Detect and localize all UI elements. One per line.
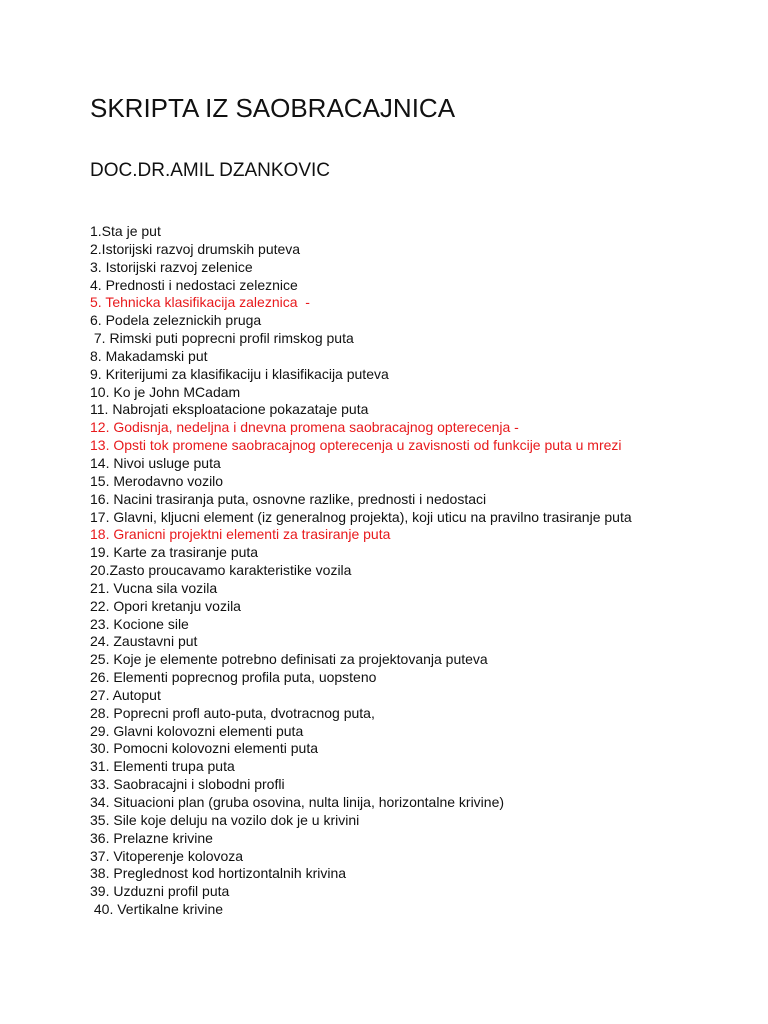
list-item: 14. Nivoi usluge puta: [90, 454, 221, 471]
list-item: 17. Glavni, kljucni element (iz generalnog projekta), koji uticu na pravilno trasiranje puta: [90, 508, 632, 525]
list-item: 6. Podela zeleznickih pruga: [90, 312, 262, 329]
document-author: DOC.DR.AMIL DZANKOVIC: [90, 160, 330, 181]
list-item: 25. Koje je elemente potrebno definisati za projektovanja puteva: [90, 651, 488, 668]
list-item-highlighted: 12. Godisnja, nedeljna i dnevna promena saobracajnog opterecenja -: [90, 419, 519, 436]
list-item-highlighted: 5. Tehnicka klasifikacija zaleznica -: [90, 294, 310, 311]
list-item: 7. Rimski puti poprecni profil rimskog puta: [90, 330, 354, 347]
list-item: 33. Saobracajni i slobodni profli: [90, 776, 285, 793]
list-item: 4. Prednosti i nedostaci zeleznice: [90, 276, 298, 293]
list-item: 36. Prelazne krivine: [90, 829, 213, 846]
list-item: 2.Istorijski razvoj drumskih puteva: [90, 240, 301, 257]
list-item: 29. Glavni kolovozni elementi puta: [90, 722, 304, 739]
list-item: 28. Poprecni profl auto-puta, dvotracnog puta,: [90, 704, 375, 721]
list-item: 8. Makadamski put: [90, 347, 208, 364]
list-item: 20.Zasto proucavamo karakteristike vozila: [90, 562, 352, 579]
list-item: 31. Elementi trupa puta: [90, 758, 235, 775]
list-item: 3. Istorijski razvoj zelenice: [90, 258, 253, 275]
list-item: 10. Ko je John MCadam: [90, 383, 241, 400]
document-title: SKRIPTA IZ SAOBRACAJNICA: [90, 93, 456, 123]
list-item: 9. Kriterijumi za klasifikaciju i klasifikacija puteva: [90, 365, 389, 382]
list-item: 15. Merodavno vozilo: [90, 472, 224, 489]
list-item: 16. Nacini trasiranja puta, osnovne razlike, prednosti i nedostaci: [90, 490, 487, 507]
list-item: 11. Nabrojati eksploatacione pokazataje puta: [90, 401, 369, 418]
list-item: 30. Pomocni kolovozni elementi puta: [90, 740, 319, 757]
list-item-highlighted: 18. Granicni projektni elementi za trasiranje puta: [90, 526, 391, 543]
list-item: 34. Situacioni plan (gruba osovina, nulta linija, horizontalne krivine): [90, 794, 505, 810]
list-item-highlighted: 13. Opsti tok promene saobracajnog opterecenja u zavisnosti od funkcije puta u mrezi: [90, 437, 622, 454]
list-item: 1.Sta je put: [90, 223, 161, 239]
list-item: 39. Uzduzni profil puta: [90, 883, 230, 900]
list-item: 21. Vucna sila vozila: [90, 579, 218, 596]
list-item: 38. Preglednost kod hortizontalnih krivina: [90, 865, 347, 882]
list-item: 40. Vertikalne krivine: [90, 901, 224, 918]
list-item: 23. Kocione sile: [90, 615, 189, 632]
list-item: 27. Autoput: [90, 686, 161, 703]
list-item: 37. Vitoperenje kolovoza: [90, 847, 244, 864]
list-item: 19. Karte za trasiranje puta: [90, 544, 259, 561]
list-item: 26. Elementi poprecnog profila puta, uopsteno: [90, 669, 377, 686]
list-item: 22. Opori kretanju vozila: [90, 597, 241, 614]
topic-list: [90, 223, 632, 919]
list-item: 24. Zaustavni put: [90, 633, 198, 650]
list-item: 35. Sile koje deluju na vozilo dok je u krivini: [90, 811, 360, 828]
